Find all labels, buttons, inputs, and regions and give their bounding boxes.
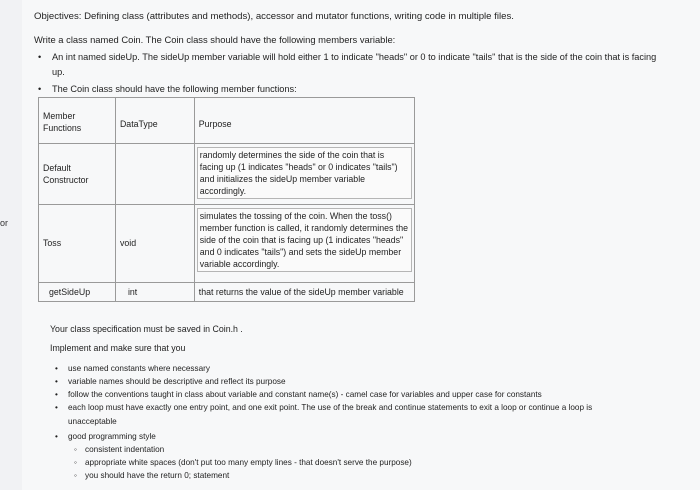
list-item: • each loop must have exactly one entry point, and one exit point. The use of the break and continue statements to exit a loop or continue a loop is xyxy=(55,402,592,415)
cell-purpose: simulates the tossing of the coin. When the toss() member function is called, it randomly determines the side of the coin that is facing up (1 indicates "heads" and 0 indicates "tails") and sets the sideUp member variable accordingly. xyxy=(194,205,414,283)
write-class-line: Write a class named Coin. The Coin class should have the following members variable: xyxy=(34,34,396,45)
side-fragment-text: or xyxy=(0,218,9,228)
bullet-dot-icon: • xyxy=(55,432,58,441)
cell-datatype: void xyxy=(115,205,194,283)
implement-line: Implement and make sure that you xyxy=(50,343,186,353)
header-purpose: Purpose xyxy=(194,98,414,144)
cell-function-name: Toss xyxy=(39,205,116,283)
table-header-row xyxy=(39,98,415,144)
cell-purpose: that returns the value of the sideUp member variable xyxy=(194,283,414,302)
sub-list-item: ◦ appropriate white spaces (don't put too many empty lines - that doesn't serve the purpose) xyxy=(74,457,412,470)
list-item-continuation: unacceptable xyxy=(68,417,117,426)
cell-function-name: Default Constructor xyxy=(39,144,116,205)
list-item: • variable names should be descriptive and reflect its purpose xyxy=(55,376,286,389)
header-datatype: DataType xyxy=(115,98,194,144)
cell-datatype xyxy=(115,144,194,205)
member-functions-table xyxy=(38,97,415,302)
bullet-member-functions-text: The Coin class should have the following member functions: xyxy=(52,84,297,94)
bullet-sideup xyxy=(38,52,656,62)
cell-datatype: int xyxy=(115,283,194,302)
sub-list-item: ◦ you should have the return 0; statement xyxy=(74,470,229,483)
list-item: • use named constants where necessary xyxy=(55,363,210,376)
list-item: • follow the conventions taught in class about variable and constant name(s) - camel case for variables and upper case for constants xyxy=(55,389,542,402)
circle-bullet-icon: ◦ xyxy=(74,458,77,467)
spec-line: Your class specification must be saved in Coin.h . xyxy=(50,324,243,334)
table-row xyxy=(39,144,415,205)
cell-purpose: randomly determines the side of the coin that is facing up (1 indicates "heads" or 0 indicates "tails") and initializes the sideUp member variable accordingly. xyxy=(194,144,414,205)
bullet-sideup-cont: up. xyxy=(52,67,65,77)
bullet-dot-icon: • xyxy=(38,52,42,62)
bullet-dot-icon: • xyxy=(38,84,42,94)
header-member-functions: Member Functions xyxy=(39,98,116,144)
bullet-dot-icon: • xyxy=(55,364,58,373)
bullet-sideup-text: An int named sideUp. The sideUp member variable will hold either 1 to indicate "heads" or 0 to indicate "tails" that is the side of the coin that is facing xyxy=(52,52,657,62)
objectives-line: Objectives: Defining class (attributes and methods), accessor and mutator functions, writing code in multiple files. xyxy=(34,11,514,22)
cell-function-name: getSideUp xyxy=(39,283,116,302)
table-row xyxy=(39,205,415,283)
bullet-member-functions xyxy=(38,84,297,94)
table-row xyxy=(39,283,415,302)
bullet-dot-icon: • xyxy=(55,390,58,399)
sub-list-item: ◦ consistent indentation xyxy=(74,444,164,457)
circle-bullet-icon: ◦ xyxy=(74,445,77,454)
bullet-dot-icon: • xyxy=(55,403,58,412)
bullet-dot-icon: • xyxy=(55,377,58,386)
list-item: • good programming style xyxy=(55,431,156,444)
circle-bullet-icon: ◦ xyxy=(74,471,77,480)
